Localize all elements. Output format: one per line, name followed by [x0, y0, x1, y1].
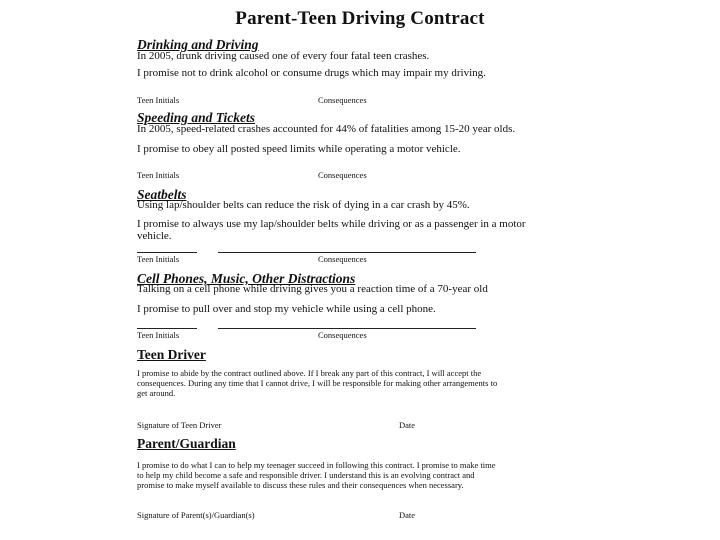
teen-initials-label: Teen Initials: [137, 254, 180, 264]
consequences-label: Consequences: [318, 330, 367, 340]
initials-line: [137, 252, 197, 253]
teen-driver-paragraph-line-2: consequences. During any time that I cannot drive, I will be responsible for making other arrangements to: [137, 378, 498, 388]
consequences-line: [218, 252, 476, 253]
parent-heading: Parent/Guardian: [137, 436, 236, 451]
section-fact-speeding: In 2005, speed-related crashes accounted for 44% of fatalities among 15-20 year olds.: [137, 123, 516, 135]
section-heading-drinking: Drinking and Driving: [137, 37, 259, 52]
teen-driver-paragraph-line-1: I promise to abide by the contract outlined above. If I break any part of this contract, I will accept the: [137, 368, 482, 378]
section-fact-seatbelts: Using lap/shoulder belts can reduce the risk of dying in a car crash by 45%.: [137, 199, 470, 211]
teen-driver-heading: Teen Driver: [137, 347, 206, 362]
teen-signature-label: Signature of Teen Driver: [137, 420, 222, 430]
section-promise-drinking: I promise not to drink alcohol or consume drugs which may impair my driving.: [137, 67, 486, 79]
parent-signature-label: Signature of Parent(s)/Guardian(s): [137, 510, 255, 520]
section-promise-seatbelts-cont: vehicle.: [137, 230, 172, 242]
parent-paragraph-line-3: promise to make myself available to discuss these rules and their consequences when necessary.: [137, 480, 464, 490]
parent-paragraph-line-1: I promise to do what I can to help my teenager succeed in following this contract. I promise to make time: [137, 460, 496, 470]
section-promise-seatbelts: I promise to always use my lap/shoulder belts while driving or as a passenger in a motor: [137, 218, 526, 230]
section-fact-distractions: Talking on a cell phone while driving gives you a reaction time of a 70-year old: [137, 283, 488, 295]
section-fact-drinking: In 2005, drunk driving caused one of every four fatal teen crashes.: [137, 50, 430, 62]
teen-initials-label: Teen Initials: [137, 170, 180, 180]
page-title: Parent-Teen Driving Contract: [235, 8, 485, 29]
section-heading-speeding: Speeding and Tickets: [137, 110, 255, 125]
teen-date-label: Date: [399, 420, 416, 430]
section-heading-seatbelts: Seatbelts: [137, 187, 187, 202]
initials-line: [137, 328, 197, 329]
section-heading-distractions: Cell Phones, Music, Other Distractions: [137, 271, 356, 286]
consequences-line: [218, 328, 476, 329]
consequences-label: Consequences: [318, 254, 367, 264]
teen-initials-label: Teen Initials: [137, 95, 180, 105]
teen-initials-label: Teen Initials: [137, 330, 180, 340]
consequences-label: Consequences: [318, 170, 367, 180]
parent-paragraph-line-2: to help my child become a safe and responsible driver. I understand this is an evolving contract and: [137, 470, 475, 480]
section-promise-speeding: I promise to obey all posted speed limits while operating a motor vehicle.: [137, 143, 461, 155]
consequences-label: Consequences: [318, 95, 367, 105]
teen-driver-paragraph-line-3: get around.: [137, 388, 176, 398]
parent-date-label: Date: [399, 510, 416, 520]
section-promise-distractions: I promise to pull over and stop my vehicle while using a cell phone.: [137, 303, 436, 315]
